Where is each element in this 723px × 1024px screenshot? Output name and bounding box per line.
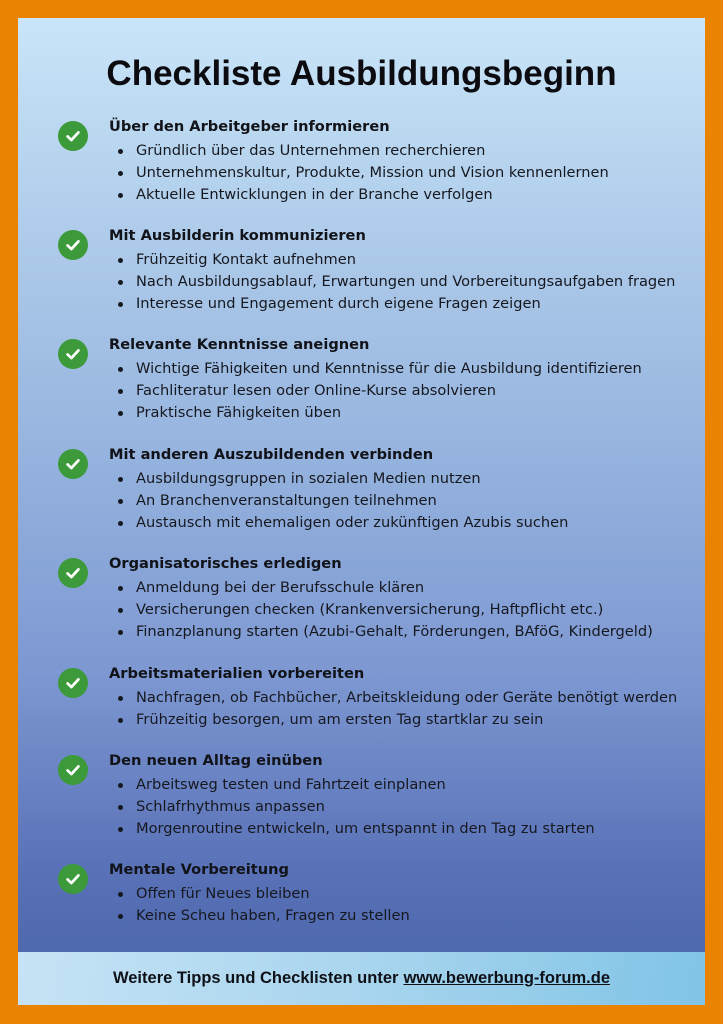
bullet-icon xyxy=(118,171,123,176)
check-circle-icon xyxy=(58,755,88,785)
check-circle-icon xyxy=(58,230,88,260)
list-item: Frühzeitig besorgen, um am ersten Tag startklar zu sein xyxy=(109,709,677,731)
bullet-icon xyxy=(118,302,123,307)
bullet-icon xyxy=(118,630,123,635)
section-items xyxy=(109,883,410,927)
check-circle-icon xyxy=(58,668,88,698)
bullet-icon xyxy=(118,411,123,416)
list-item: Nachfragen, ob Fachbücher, Arbeitskleidung oder Geräte benötigt werden xyxy=(109,687,677,709)
list-item: Schlafrhythmus anpassen xyxy=(109,796,595,818)
check-circle-icon xyxy=(58,121,88,151)
bullet-icon xyxy=(118,280,123,285)
list-item: Versicherungen checken (Krankenversicherung, Haftpflicht etc.) xyxy=(109,599,653,621)
bullet-icon xyxy=(118,193,123,198)
list-item: Arbeitsweg testen und Fahrtzeit einplanen xyxy=(109,774,595,796)
list-item: Offen für Neues bleiben xyxy=(109,883,410,905)
check-circle-icon xyxy=(58,864,88,894)
list-item: Fachliteratur lesen oder Online-Kurse absolvieren xyxy=(109,380,642,402)
list-item: Frühzeitig Kontakt aufnehmen xyxy=(109,249,675,271)
page-title: Checkliste Ausbildungsbeginn xyxy=(106,54,617,93)
list-item: Finanzplanung starten (Azubi-Gehalt, Förderungen, BAföG, Kindergeld) xyxy=(109,621,653,643)
section-title: Relevante Kenntnisse aneignen xyxy=(109,336,370,353)
bullet-icon xyxy=(118,499,123,504)
bullet-icon xyxy=(118,477,123,482)
section-title: Den neuen Alltag einüben xyxy=(109,752,323,769)
bullet-icon xyxy=(118,608,123,613)
section-title: Mit Ausbilderin kommunizieren xyxy=(109,227,366,244)
bullet-icon xyxy=(118,914,123,919)
section-items xyxy=(109,249,675,315)
section-title: Mit anderen Auszubildenden verbinden xyxy=(109,446,434,463)
bullet-icon xyxy=(118,521,123,526)
section-items xyxy=(109,774,595,840)
bullet-icon xyxy=(118,367,123,372)
check-circle-icon xyxy=(58,339,88,369)
check-circle-icon xyxy=(58,558,88,588)
bullet-icon xyxy=(118,696,123,701)
list-item: Anmeldung bei der Berufsschule klären xyxy=(109,577,653,599)
list-item: Wichtige Fähigkeiten und Kenntnisse für die Ausbildung identifizieren xyxy=(109,358,642,380)
list-item: Interesse und Engagement durch eigene Fragen zeigen xyxy=(109,293,675,315)
section-items xyxy=(109,577,653,643)
bullet-icon xyxy=(118,892,123,897)
list-item: Unternehmenskultur, Produkte, Mission und Vision kennenlernen xyxy=(109,162,609,184)
list-item: Nach Ausbildungsablauf, Erwartungen und Vorbereitungsaufgaben fragen xyxy=(109,271,675,293)
footer-text: Weitere Tipps und Checklisten unter xyxy=(112,969,399,987)
bullet-icon xyxy=(118,258,123,263)
list-item: Keine Scheu haben, Fragen zu stellen xyxy=(109,905,410,927)
footer-banner xyxy=(18,952,705,1005)
section-title: Arbeitsmaterialien vorbereiten xyxy=(109,665,365,682)
section-items xyxy=(109,687,677,731)
check-circle-icon xyxy=(58,449,88,479)
section-items xyxy=(109,468,568,534)
list-item: Gründlich über das Unternehmen recherchieren xyxy=(109,140,609,162)
list-item: Aktuelle Entwicklungen in der Branche verfolgen xyxy=(109,184,609,206)
bullet-icon xyxy=(118,389,123,394)
list-item: An Branchenveranstaltungen teilnehmen xyxy=(109,490,568,512)
list-item: Morgenroutine entwickeln, um entspannt in den Tag zu starten xyxy=(109,818,595,840)
list-item: Praktische Fähigkeiten üben xyxy=(109,402,642,424)
footer-link[interactable]: www.bewerbung-forum.de xyxy=(403,969,610,987)
list-item: Ausbildungsgruppen in sozialen Medien nutzen xyxy=(109,468,568,490)
bullet-icon xyxy=(118,827,123,832)
bullet-icon xyxy=(118,805,123,810)
checklist-panel xyxy=(18,18,705,952)
section-title: Organisatorisches erledigen xyxy=(109,555,342,572)
bullet-icon xyxy=(118,718,123,723)
section-title: Über den Arbeitgeber informieren xyxy=(109,118,390,135)
bullet-icon xyxy=(118,149,123,154)
section-items xyxy=(109,358,642,424)
section-items xyxy=(109,140,609,206)
bullet-icon xyxy=(118,586,123,591)
bullet-icon xyxy=(118,783,123,788)
section-title: Mentale Vorbereitung xyxy=(109,861,289,878)
list-item: Austausch mit ehemaligen oder zukünftigen Azubis suchen xyxy=(109,512,568,534)
